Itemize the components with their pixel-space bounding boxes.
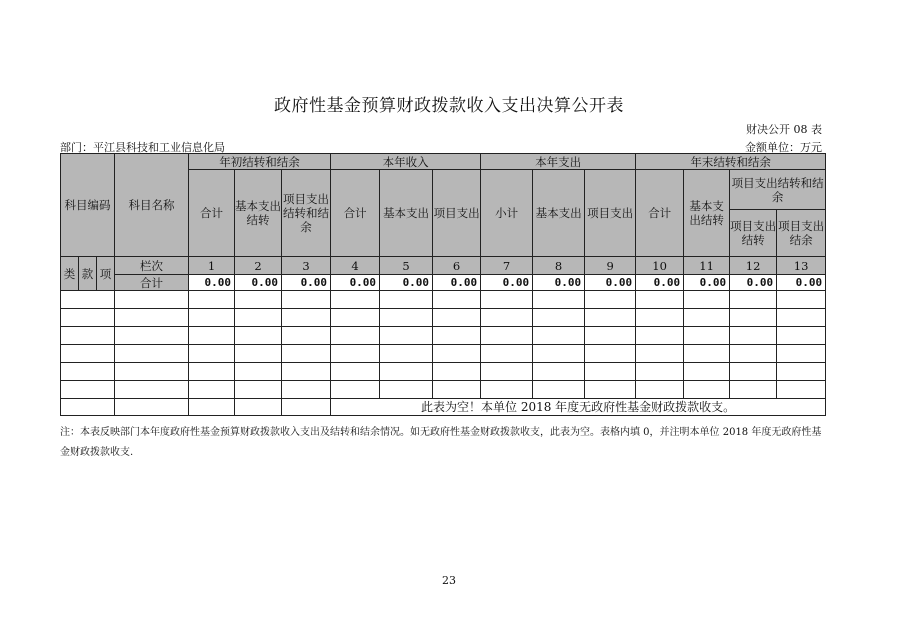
empty-table-statement: 此表为空！本单位 2018 年度无政府性基金财政拨款收支。 xyxy=(331,399,826,416)
header-expense-project: 项目支出 xyxy=(585,170,636,257)
total-value: 0.00 xyxy=(684,275,730,291)
column-number: 11 xyxy=(684,257,730,275)
table-row xyxy=(61,381,826,399)
table-row xyxy=(61,309,826,327)
column-number-label: 栏次 xyxy=(115,257,189,275)
total-value: 0.00 xyxy=(730,275,777,291)
total-value: 0.00 xyxy=(533,275,585,291)
table-row xyxy=(61,291,826,309)
header-cat-lei: 类 xyxy=(61,257,79,291)
header-group-end: 年末结转和结余 xyxy=(636,154,826,170)
column-number: 8 xyxy=(533,257,585,275)
column-number: 13 xyxy=(777,257,826,275)
header-expense-subtotal: 小计 xyxy=(481,170,533,257)
total-row-label: 合计 xyxy=(115,275,189,291)
header-income-project: 项目支出 xyxy=(433,170,481,257)
header-subject-code: 科目编码 xyxy=(61,154,115,257)
header-income-basic: 基本支出 xyxy=(380,170,433,257)
column-number: 5 xyxy=(380,257,433,275)
total-value: 0.00 xyxy=(481,275,533,291)
budget-table xyxy=(60,153,826,416)
department-label: 部门：平江县科技和工业信息化局 xyxy=(60,141,225,154)
column-number: 6 xyxy=(433,257,481,275)
header-end-project-carry-balance: 项目支出结转和结余 xyxy=(730,170,826,210)
column-number: 3 xyxy=(282,257,331,275)
form-number: 财决公开 08 表 xyxy=(746,123,822,136)
page-title: 政府性基金预算财政拨款收入支出决算公开表 xyxy=(274,96,624,116)
total-value: 0.00 xyxy=(282,275,331,291)
total-value: 0.00 xyxy=(777,275,826,291)
header-end-project-balance: 项目支出结余 xyxy=(777,210,826,257)
column-number: 1 xyxy=(189,257,235,275)
header-income-total: 合计 xyxy=(331,170,380,257)
column-number: 2 xyxy=(235,257,282,275)
total-value: 0.00 xyxy=(585,275,636,291)
header-begin-project-carry-balance: 项目支出结转和结余 xyxy=(282,170,331,257)
table-row xyxy=(61,363,826,381)
header-end-basic-carry: 基本支出结转 xyxy=(684,170,730,257)
footnote: 注：本表反映部门本年度政府性基金预算财政拨款收入支出及结转和结余情况。如无政府性基金财政拨款收支，此表为空。表格内填 0，并注明本单位 2018 年度无政府性基金财政拨款收支. xyxy=(60,427,822,458)
column-number: 4 xyxy=(331,257,380,275)
header-begin-total: 合计 xyxy=(189,170,235,257)
header-cat-xiang: 项 xyxy=(97,257,115,291)
table-row xyxy=(61,327,826,345)
column-number: 12 xyxy=(730,257,777,275)
table-row xyxy=(61,345,826,363)
total-value: 0.00 xyxy=(331,275,380,291)
header-group-income: 本年收入 xyxy=(331,154,481,170)
total-value: 0.00 xyxy=(235,275,282,291)
total-value: 0.00 xyxy=(433,275,481,291)
header-cat-kuan: 款 xyxy=(79,257,97,291)
header-expense-basic: 基本支出 xyxy=(533,170,585,257)
header-group-begin: 年初结转和结余 xyxy=(189,154,331,170)
total-value: 0.00 xyxy=(189,275,235,291)
header-group-expense: 本年支出 xyxy=(481,154,636,170)
column-number: 9 xyxy=(585,257,636,275)
column-number: 7 xyxy=(481,257,533,275)
header-end-project-carry: 项目支出结转 xyxy=(730,210,777,257)
total-value: 0.00 xyxy=(636,275,684,291)
header-subject-name: 科目名称 xyxy=(115,154,189,257)
header-begin-basic-carry: 基本支出结转 xyxy=(235,170,282,257)
column-number: 10 xyxy=(636,257,684,275)
unit-label: 金额单位：万元 xyxy=(745,141,822,154)
header-end-total: 合计 xyxy=(636,170,684,257)
total-value: 0.00 xyxy=(380,275,433,291)
page-number: 23 xyxy=(442,574,456,587)
